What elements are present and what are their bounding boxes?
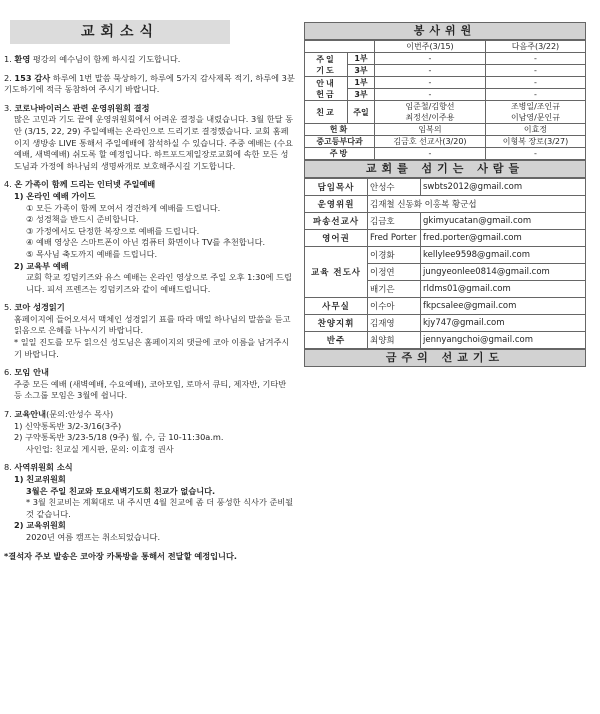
guide-line: ① 모든 가족이 함께 모여서 경건하게 예배를 드립니다.: [26, 202, 221, 213]
side-panel: [304, 22, 586, 367]
news-item-4: 4. 온 가족이 함께 드리는 인터넷 주일예배 1) 온라인 예배 가이드 ① 모든 가족이 함께 모여서 경건하게 예배를 드립니다. ② 성경책을 반드시 준비합니다. ③ 가정에서도 단정한 복장으로 예배를 드립니다. ④ 예배 영상은 스마트폰이 아닌 컴퓨터 화면이나 TV를 추천합니다. ⑤ 목사님 축도까지 예배를 드립니다. 2) 교육부 예배 교회 학교 킹덤키즈와 유스 예배는 온라인 영상으로 주일 오후 1:30에 드립니다. 피셔 프렌즈는 킹덤키즈와 같이 예배드립니다.: [4, 179, 296, 295]
church-news: [4, 4, 296, 569]
news-item-6: 6. 모임 안내 주중 모든 예배 (새벽예배, 수요예배), 코아모임, 로마서 큐티, 제자반, 기타반 등 소그룹 모임은 3월에 쉽니다.: [4, 367, 287, 401]
news-item-1: 1. 환영 평강의 예수님이 함께 하시길 기도합니다.: [4, 54, 181, 64]
table-row: 사무실 이수아 fkpcsalee@gmail.com: [305, 298, 586, 315]
news-item-7: 7. 교육안내(문의:안성수 목사) 1) 신약통독반 3/2-3/16(3주) 2) 구약통독반 3/23-5/18 (9주) 월, 수, 금 10-11:30a.m. 사인업: 친교실 게시판, 문의: 이효정 권사: [4, 409, 224, 454]
table-row: 찬양지휘 김재영 kjy747@gmail.com: [305, 315, 586, 332]
news-item-3: 3. 코로나바이러스 관련 운영위원회 결정 많은 고민과 기도 끝에 운영위원회에서 어려운 결정을 내렸습니다. 3월 한달 동안 (3/15, 22, 29) 주일예배는 온라인으로 드리기로 결정했습니다. 교회 홈페이지 생방송 LIVE 통해서 주일예배에 참석하실 수 있습니다. 주중 예배는 (수요예배, 새벽예배) 쉬도록 할 예정입니다. 하트포드제일장로교회에 속한 모든 성도님과 가정에 하나님의 생명싸개로 보호해주시길 기도합니다.: [4, 102, 294, 171]
people-title: 교회를 섬기는 사람들: [304, 160, 586, 178]
table-row: 배기은 rldms01@gmail.com: [305, 281, 586, 298]
people-table: [304, 178, 586, 349]
guide-line: ④ 예배 영상은 스마트폰이 아닌 컴퓨터 화면이나 TV를 추천합니다.: [26, 237, 266, 248]
table-row: 교육 전도사 이경화 kellylee9598@gmail.com: [305, 247, 586, 264]
table-row: 담임목사 안성수 swbts2012@gmail.com: [305, 179, 586, 196]
guide-line: ② 성경책을 반드시 준비합니다.: [26, 214, 139, 225]
guide-line: ⑤ 목사님 축도까지 예배를 드립니다.: [26, 248, 158, 259]
service-title: 봉사위원: [304, 22, 586, 40]
prayer-title: 금주의 선교기도: [304, 349, 586, 367]
table-row: 영어권 Fred Porter fred.porter@gmail.com: [305, 230, 586, 247]
table-row: 파송선교사 김금호 gkimyucatan@gmail.com: [305, 213, 586, 230]
table-row: 반주 최양희 jennyangchoi@gmail.com: [305, 332, 586, 349]
news-item-2: 2. 153 감사 하루에 1번 말씀 묵상하기, 하루에 5가지 감사제목 적기, 하루에 3분 기도하기에 적극 동참하여 주시기 바랍니다.: [4, 72, 295, 95]
news-footer: *결석자 주보 발송은 코아장 카톡방을 통해서 전달할 예정입니다.: [4, 550, 237, 561]
table-row: 이정연 jungyeonlee0814@gmail.com: [305, 264, 586, 281]
news-title: 교회소식: [10, 20, 230, 44]
news-item-5: 5. 코아 성경읽기 홈페이지에 들어오셔서 맥체인 성경읽기 표를 따라 매일 하나님의 말씀을 듣고 읽음으로 은혜를 나누시기 바랍니다. * 일일 진도를 모두 읽으신 성도님은 홈페이지의 댓글에 코아 이름을 남겨주시기 바랍니다.: [4, 302, 291, 359]
news-item-8: 8. 사역위원회 소식 1) 친교위원회 3월은 주일 친교와 토요새벽기도회 친교가 없습니다. * 3월 친교비는 계획대로 내 주시면 4월 친교에 좀 더 풍성한 식사가 준비될 것 같습니다. 2) 교육위원회 2020년 여름 캠프는 취소되었습니다.: [4, 462, 294, 542]
table-row: 운영위원 김재철 신동화 이홍복 황군섭: [305, 196, 586, 213]
service-table: 이번주(3/15) 다음주(3/22) 주일 기도 1부 - - 3부 - - 안내 헌금 1부 - - 3부 - - 친교 주일 임준철/김향선 최정선/이주용 조병일/조인규 이남영/문인규 헌화 임복의 이효정 중고등부다과 김금호 선교사(3/20) 이형복 장로(3/27) 주방 - -: [304, 40, 586, 160]
guide-line: ③ 가정에서도 단정한 복장으로 예배를 드립니다.: [26, 225, 200, 236]
